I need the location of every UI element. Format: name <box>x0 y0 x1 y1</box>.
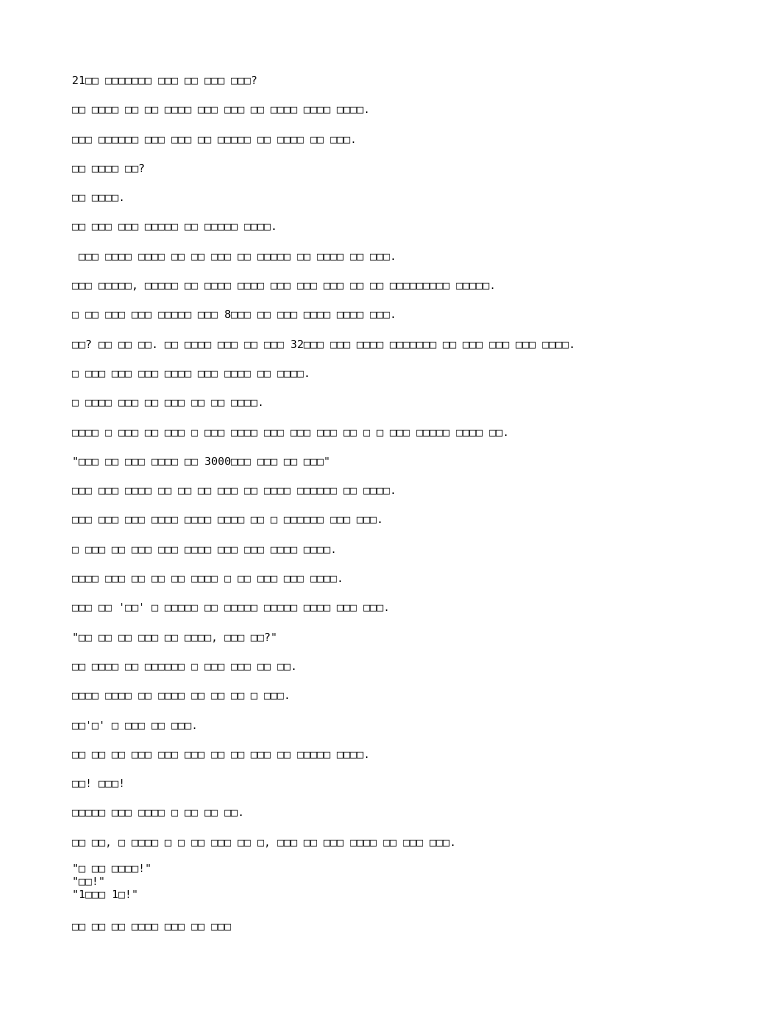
paragraph-17: □ □□□ □□ □□□ □□□ □□□□ □□□ □□□ □□□□ □□□□. <box>72 542 337 556</box>
paragraph-5: □□ □□□□. <box>72 191 125 205</box>
paragraph-21: □□ □□□□ □□ □□□□□□ □ □□□ □□□ □□ □□. <box>72 659 298 673</box>
paragraph-7: □□□ □□□□ □□□□ □□ □□ □□□ □□ □□□□□ □□ □□□□ □□ □□□. <box>72 249 397 263</box>
paragraph-22: □□□□ □□□□ □□ □□□□ □□ □□ □□ □ □□□. <box>72 689 291 703</box>
paragraph-3: □□□ □□□□□□ □□□ □□□ □□ □□□□□ □□ □□□□ □□ □□□. <box>72 132 357 146</box>
paragraph-23: □□'□' □ □□□ □□ □□□. <box>72 718 198 732</box>
paragraph-4: □□ □□□□ □□? <box>72 161 145 175</box>
paragraph-10: □□? □□ □□ □□. □□ □□□□ □□□ □□ □□□ 32□□□ □□□ □□□□ □□□□□□□ □□ □□□ □□□ □□□ □□□□. <box>72 337 576 351</box>
dialogue-line-1: "□ □□ □□□□!" <box>72 862 152 876</box>
paragraph-8: □□□ □□□□□, □□□□□ □□ □□□□ □□□□ □□□ □□□ □□□ □□ □□ □□□□□□□□□ □□□□□. <box>72 279 496 293</box>
paragraph-11: □ □□□ □□□ □□□ □□□□ □□□ □□□□ □□ □□□□. <box>72 366 311 380</box>
dialogue-line-3: "1□□□ 1□!" <box>72 888 139 902</box>
paragraph-14: "□□□ □□ □□□ □□□□ □□ 3000□□□ □□□ □□ □□□" <box>72 454 331 468</box>
paragraph-12: □ □□□□ □□□ □□ □□□ □□ □□ □□□□. <box>72 396 265 410</box>
paragraph-15: □□□ □□□ □□□□ □□ □□ □□ □□□ □□ □□□□ □□□□□□ □□ □□□□. <box>72 484 397 498</box>
paragraph-25: □□! □□□! <box>72 777 125 791</box>
paragraph-26: □□□□□ □□□ □□□□ □ □□ □□ □□. <box>72 806 245 820</box>
paragraph-18: □□□□ □□□ □□ □□ □□ □□□□ □ □□ □□□ □□□ □□□□. <box>72 572 344 586</box>
paragraph-19: □□□ □□ '□□' □ □□□□□ □□ □□□□□ □□□□□ □□□□ □□□ □□□. <box>72 601 390 615</box>
paragraph-20: "□□ □□ □□ □□□ □□ □□□□, □□□ □□?" <box>72 630 278 644</box>
paragraph-1: 21□□ □□□□□□□ □□□ □□ □□□ □□□? <box>72 74 258 87</box>
paragraph-16: □□□ □□□ □□□ □□□□ □□□□ □□□□ □□ □ □□□□□□ □□□ □□□. <box>72 513 384 527</box>
paragraph-24: □□ □□ □□ □□□ □□□ □□□ □□ □□ □□□ □□ □□□□□ □□□□. <box>72 747 371 761</box>
paragraph-9: □ □□ □□□ □□□ □□□□□ □□□ 8□□□ □□ □□□ □□□□ □□□□ □□□. <box>72 308 397 322</box>
paragraph-2: □□ □□□□ □□ □□ □□□□ □□□ □□□ □□ □□□□ □□□□ □□□□. <box>72 103 371 117</box>
paragraph-6: □□ □□□ □□□ □□□□□ □□ □□□□□ □□□□. <box>72 220 278 234</box>
dialogue-block <box>72 862 732 901</box>
dialogue-line-2: "□□!" <box>72 875 106 889</box>
paragraph-27: □□ □□, □ □□□□ □ □ □□ □□□ □□ □, □□□ □□ □□□ □□□□ □□ □□□ □□□. <box>72 835 457 849</box>
paragraph-last: □□ □□ □□ □□□□ □□□ □□ □□□ <box>72 920 231 934</box>
paragraph-13: □□□□ □ □□□ □□ □□□ □ □□□ □□□□ □□□ □□□ □□□ □□ □ □ □□□ □□□□□ □□□□ □□. <box>72 425 510 439</box>
document-body <box>72 71 732 946</box>
